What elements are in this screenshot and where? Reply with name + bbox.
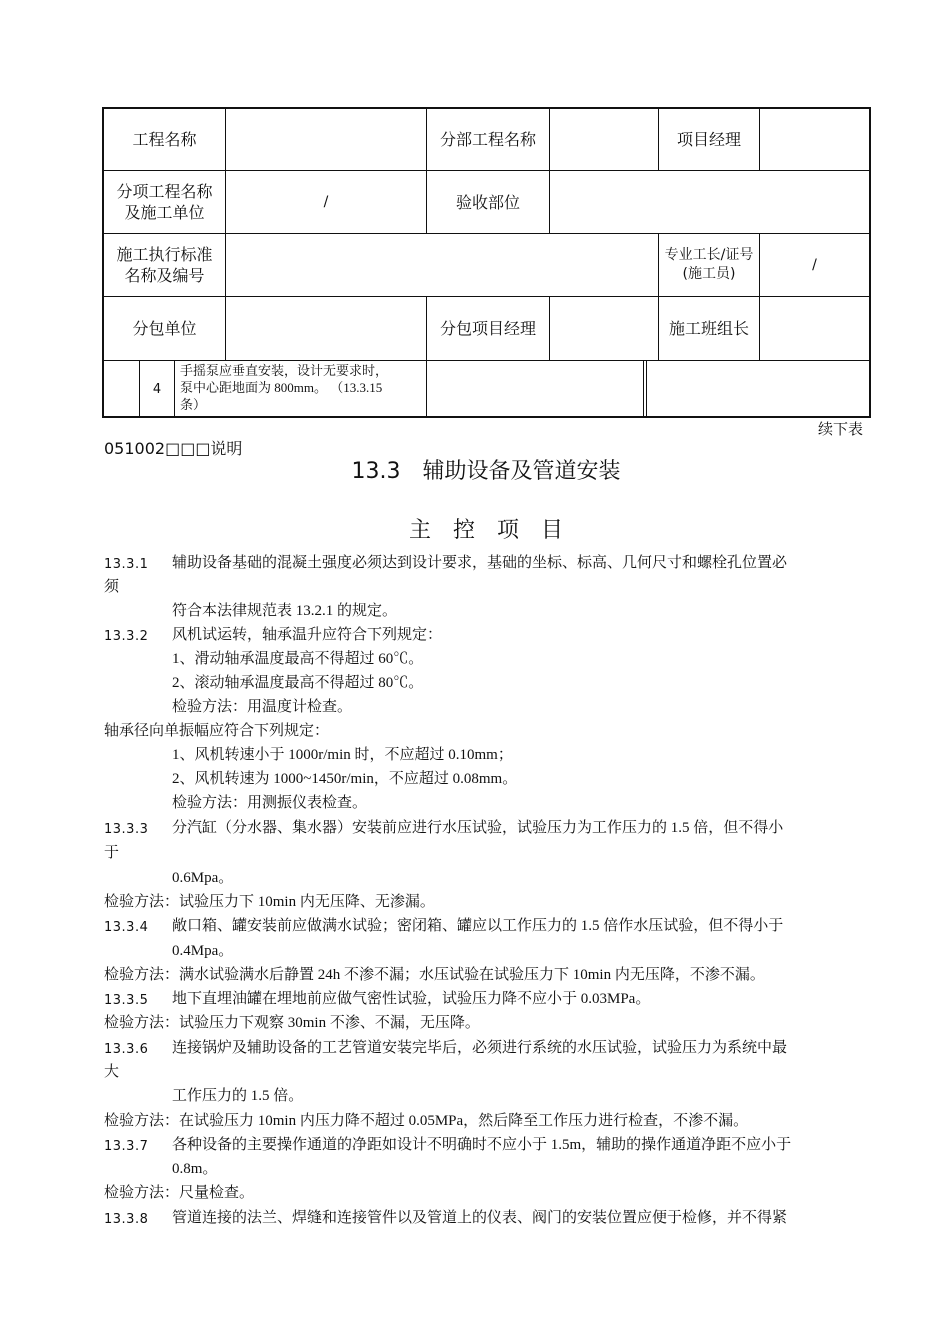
item-project-label xyxy=(104,171,225,233)
clause-line xyxy=(104,915,784,939)
clause-text: 风机试运转，轴承温升应符合下列规定： xyxy=(172,627,443,643)
sub-manager-label: 分包项目经理 xyxy=(439,319,536,338)
clause-number: 13.3.3 xyxy=(104,822,149,837)
clause-line: 检验方法：满水试验满水后静置 24h 不渗不漏；水压试验在试验压力下 10min 内无压降，不渗不漏。 xyxy=(104,967,765,983)
clause-line: 检验方法：用温度计检查。 xyxy=(172,699,353,715)
clause-line xyxy=(104,1037,788,1061)
col-divider xyxy=(643,360,644,418)
row-divider xyxy=(104,360,869,361)
item-description-line: 泵中心距地面为 800mm。 （13.3.15 xyxy=(180,380,383,395)
clause-text: 地下直埋油罐在埋地前应做气密性试验，试验压力降不应小于 0.03MPa。 xyxy=(172,991,651,1007)
clause-line: 检验方法：试验压力下观察 30min 不渗、不漏，无压降。 xyxy=(104,1015,480,1031)
subtitle: 主 控 项 目 xyxy=(408,518,563,543)
clause-number: 13.3.4 xyxy=(104,920,149,935)
clause-line: 检验方法：用测振仪表检查。 xyxy=(172,795,368,811)
clause-line xyxy=(104,1207,788,1231)
standard-label xyxy=(104,234,225,296)
standard-label-line1: 施工执行标准 xyxy=(116,245,213,264)
clause-line xyxy=(104,1134,792,1158)
clause-text: 敞口箱、罐安装前应做满水试验；密闭箱、罐应以工作压力的 1.5 倍作水压试验，但不得小于 xyxy=(172,918,784,934)
clause-line: 检验方法：尺量检查。 xyxy=(104,1185,255,1201)
clause-line xyxy=(104,624,443,648)
foreman-label xyxy=(659,234,759,296)
clause-text: 各种设备的主要操作通道的净距如设计不明确时不应小于 1.5m，辅助的操作通道净距不应小于 xyxy=(172,1137,792,1153)
acceptance-part-label: 验收部位 xyxy=(455,192,520,212)
clause-text: 连接锅炉及辅助设备的工艺管道安装完毕后，必须进行系统的水压试验，试验压力为系统中最 xyxy=(172,1040,788,1056)
clause-line: 2、风机转速为 1000~1450r/min，不应超过 0.08mm。 xyxy=(172,771,518,787)
item-project-label-line2: 及施工单位 xyxy=(124,203,205,222)
foreman-label-line1: 专业工长/证号 xyxy=(664,247,754,263)
project-name-label: 工程名称 xyxy=(132,130,197,149)
foreman-value[interactable]: / xyxy=(812,256,817,273)
clause-line xyxy=(104,988,651,1012)
clause-number: 13.3.1 xyxy=(104,557,149,572)
foreman-label-line2: (施工员) xyxy=(682,266,736,282)
clause-text: 分汽缸（分水器、集水器）安装前应进行水压试验，试验压力为工作压力的 1.5 倍，但不得小 xyxy=(172,820,784,836)
item-project-value[interactable]: / xyxy=(323,193,329,210)
clause-line: 1、风机转速小于 1000r/min 时，不应超过 0.10mm； xyxy=(172,747,513,763)
clause-line xyxy=(104,552,788,576)
clause-text: 辅助设备基础的混凝土强度必须达到设计要求，基础的坐标、标高、几何尺寸和螺栓孔位置必 xyxy=(172,555,788,571)
clause-number: 13.3.6 xyxy=(104,1042,149,1057)
section-title: 13.3 辅助设备及管道安装 xyxy=(351,459,621,484)
item-description-line: 手摇泵应垂直安装，设计无要求时， xyxy=(180,363,389,378)
clause-number: 13.3.5 xyxy=(104,993,149,1008)
clause-line: 符合本法律规范表 13.2.1 的规定。 xyxy=(172,603,398,619)
clause-line: 工作压力的 1.5 倍。 xyxy=(172,1088,304,1104)
clause-line: 检验方法：试验压力下 10min 内无压降、无渗漏。 xyxy=(104,894,435,910)
clause-line: 0.6Mpa。 xyxy=(172,870,234,886)
clause-line: 0.4Mpa。 xyxy=(172,943,234,959)
team-leader-label: 施工班组长 xyxy=(668,319,749,338)
clause-text: 管道连接的法兰、焊缝和连接管件以及管道上的仪表、阀门的安装位置应便于检修，并不得紧 xyxy=(172,1210,788,1226)
continued-note: 续下表 xyxy=(818,420,864,438)
standard-value[interactable] xyxy=(226,234,658,296)
clause-line: 0.8m。 xyxy=(172,1161,218,1177)
clause-line: 检验方法：在试验压力 10min 内压力降不超过 0.05MPa，然后降至工作压力进行检查，不渗不漏。 xyxy=(104,1113,749,1129)
item-project-label-line1: 分项工程名称 xyxy=(116,182,213,201)
project-name-value[interactable] xyxy=(226,109,426,170)
sub-project-name-value[interactable] xyxy=(550,109,658,170)
sub-project-name-label: 分部工程名称 xyxy=(439,130,536,149)
acceptance-part-value[interactable] xyxy=(550,171,869,233)
item-description-line: 条） xyxy=(180,397,207,412)
info-table xyxy=(102,107,871,418)
clause-line: 1、滑动轴承温度最高不得超过 60℃。 xyxy=(172,651,424,667)
col-divider xyxy=(174,360,175,418)
clause-line: 2、滚动轴承温度最高不得超过 80℃。 xyxy=(172,675,424,691)
clause-line: 于 xyxy=(104,845,120,861)
clause-number: 13.3.8 xyxy=(104,1212,149,1227)
clause-line: 大 xyxy=(104,1064,120,1080)
sub-manager-value[interactable] xyxy=(550,297,658,360)
subcontractor-label: 分包单位 xyxy=(132,319,197,338)
clause-line: 轴承径向单振幅应符合下列规定： xyxy=(104,723,330,739)
team-leader-value[interactable] xyxy=(760,297,869,360)
code-note: 051002□□□说明 xyxy=(104,439,243,458)
clause-number: 13.3.2 xyxy=(104,629,149,644)
item-index: 4 xyxy=(152,382,162,397)
subcontractor-value[interactable] xyxy=(226,297,426,360)
project-manager-value[interactable] xyxy=(760,109,869,170)
clause-number: 13.3.7 xyxy=(104,1139,149,1154)
clause-line: 须 xyxy=(104,579,120,595)
clause-line xyxy=(104,817,784,841)
item-description xyxy=(180,362,426,413)
col-divider xyxy=(646,360,647,418)
col-divider xyxy=(426,360,427,418)
standard-label-line2: 名称及编号 xyxy=(124,266,205,285)
project-manager-label: 项目经理 xyxy=(676,130,741,149)
